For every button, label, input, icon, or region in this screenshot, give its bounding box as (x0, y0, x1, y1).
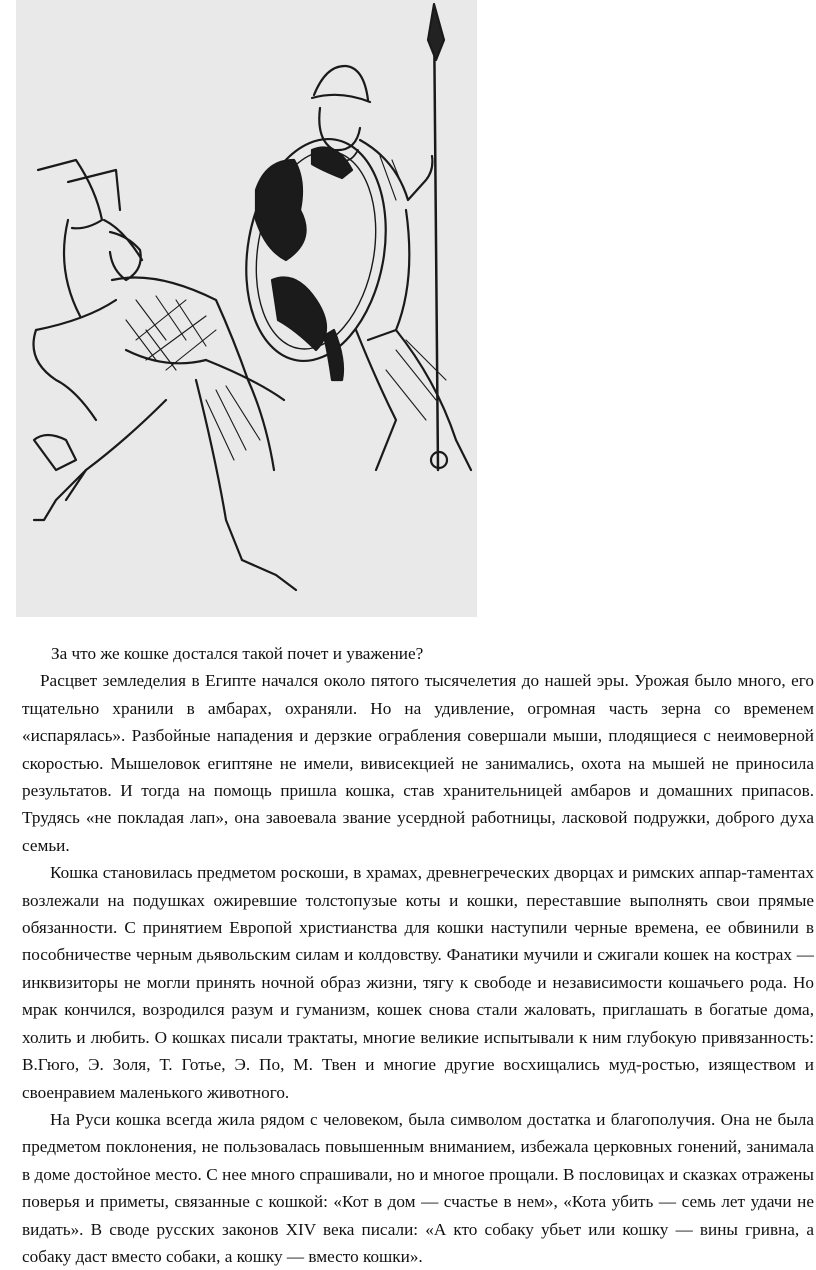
article-text (22, 640, 814, 1270)
paragraph-egypt: Расцвет земледелия в Египте начался около пятого тысячелетия до нашей эры. Урожая было много, его тщательно хранили в амбарах, охраняли. Но на удивление, огромная часть зерна со временем «испарялась». Разбойные нападения и дерзкие ограбления совершали мыши, плодящиеся с неимоверной скоростью. Мышеловок египтяне не имели, вивисекцией не занимались, охота на мышей не приносила результатов. И тогда на помощь пришла кошка, став хранительницей амбаров и домашних припасов. Трудясь «не покладая лап», она завоевала звание усердной работницы, ласковой подружки, доброго духа семьи. (22, 671, 814, 855)
paragraph-rus: На Руси кошка всегда жила рядом с человеком, была символом достатка и благополучия. Она не была предметом поклонения, не пользовалась повышенным вниманием, избежала церковных гонений, занимала в доме достойное место. С нее много спрашивали, но и многое прощали. В пословицах и сказках отражены поверья и приметы, связанные с кошкой: «Кот в дом — счастье в нем», «Кота убить — семь лет удачи не видать». В своде русских законов XIV века писали: «А кто собаку убьет или кошку — вины гривна, а собаку даст вместо собаки, а кошку — вместо кошки». (22, 1109, 814, 1266)
illustration (16, 0, 477, 617)
paragraph-question: За что же кошке достался такой почет и уважение? (51, 644, 424, 663)
warriors-drawing (16, 0, 477, 617)
paragraph-europe: Кошка становилась предметом роскоши, в храмах, древнегреческих дворцах и римских аппар-таментах возлежали на подушках ожиревшие толстопузые коты и кошки, переставшие выполнять свои прямые обязанности. С принятием Европой христианства для кошки наступили черные времена, ее обвинили в пособничестве черным дьявольским силам и колдовству. Фанатики мучили и сжигали кошек на кострах — инквизиторы не могли принять ночной образ жизни, тягу к свободе и независимости кошачьего рода. Но мрак кончился, возродился разум и гуманизм, кошек снова стали жаловать, приглашать в богатые дома, холить и любить. О кошках писали трактаты, многие великие испытывали к ним глубокую привязанность: В.Гюго, Э. Золя, Т. Готье, Э. По, М. Твен и многие другие восхищались муд-ростью, изяществом и своенравием маленького животного. (22, 863, 814, 1102)
